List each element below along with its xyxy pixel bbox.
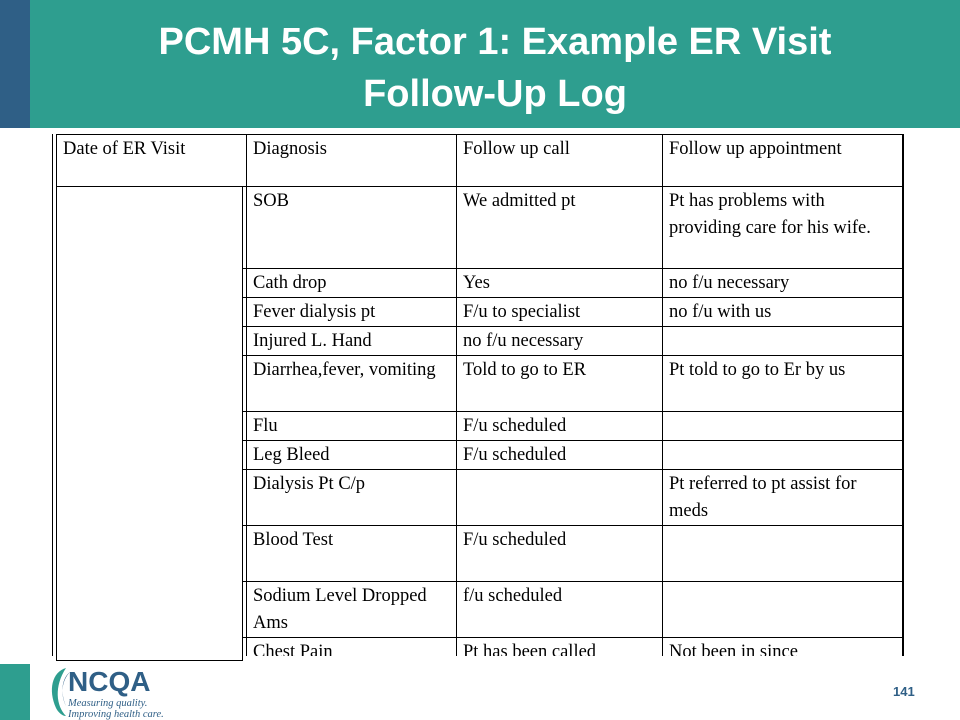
follow-up-call-cell xyxy=(457,470,663,526)
follow-up-call-cell: F/u scheduled xyxy=(457,412,663,441)
diagnosis-cell: Injured L. Hand xyxy=(247,327,457,356)
diagnosis-cell: Blood Test xyxy=(247,526,457,582)
footer-accent-stripe xyxy=(0,664,30,720)
header-follow-up-appointment: Follow up appointment xyxy=(663,135,903,187)
follow-up-call-cell: F/u scheduled xyxy=(457,441,663,470)
follow-up-call-cell: We admitted pt xyxy=(457,187,663,269)
follow-up-appointment-cell xyxy=(663,412,903,441)
diagnosis-cell: Leg Bleed xyxy=(247,441,457,470)
follow-up-call-cell: Told to go to ER xyxy=(457,356,663,412)
ncqa-logo xyxy=(44,662,194,718)
follow-up-call-cell: f/u scheduled xyxy=(457,582,663,638)
table-header-row xyxy=(57,135,903,187)
diagnosis-cell: SOB xyxy=(247,187,457,269)
follow-up-appointment-cell: Pt referred to pt assist for meds xyxy=(663,470,903,526)
diagnosis-cell: Sodium Level Dropped Ams xyxy=(247,582,457,638)
diagnosis-cell: Chest Pain xyxy=(247,638,457,657)
slide-title-line-2: Follow-Up Log xyxy=(363,73,627,115)
follow-up-call-cell: F/u to specialist xyxy=(457,298,663,327)
logo-wordmark: NCQA xyxy=(68,666,151,697)
logo-tagline-line-2: Improving health care. xyxy=(68,709,164,720)
logo-tagline-line-1: Measuring quality. xyxy=(68,698,148,709)
follow-up-appointment-cell: Pt told to go to Er by us xyxy=(663,356,903,412)
diagnosis-cell: Flu xyxy=(247,412,457,441)
follow-up-appointment-cell xyxy=(663,526,903,582)
follow-up-call-cell: Yes xyxy=(457,269,663,298)
follow-up-appointment-cell: Not been in since xyxy=(663,638,903,657)
diagnosis-cell: Cath drop xyxy=(247,269,457,298)
follow-up-appointment-cell xyxy=(663,327,903,356)
follow-up-call-cell: no f/u necessary xyxy=(457,327,663,356)
slide-title xyxy=(30,16,960,120)
title-bar xyxy=(0,0,960,128)
follow-up-call-cell: Pt has been called xyxy=(457,638,663,657)
header-date-of-er-visit: Date of ER Visit xyxy=(57,135,247,187)
diagnosis-cell: Diarrhea,fever, vomiting xyxy=(247,356,457,412)
header-follow-up-call: Follow up call xyxy=(457,135,663,187)
follow-up-appointment-cell: no f/u necessary xyxy=(663,269,903,298)
follow-up-appointment-cell xyxy=(663,582,903,638)
redacted-dates-box xyxy=(56,186,243,661)
header-diagnosis: Diagnosis xyxy=(247,135,457,187)
title-accent-stripe xyxy=(0,0,30,128)
follow-up-appointment-cell: no f/u with us xyxy=(663,298,903,327)
slide-title-line-1: PCMH 5C, Factor 1: Example ER Visit xyxy=(158,21,832,63)
follow-up-appointment-cell xyxy=(663,441,903,470)
follow-up-appointment-cell: Pt has problems with providing care for his wife. xyxy=(663,187,903,269)
follow-up-call-cell: F/u scheduled xyxy=(457,526,663,582)
logo-tagline xyxy=(68,698,164,720)
diagnosis-cell: Fever dialysis pt xyxy=(247,298,457,327)
diagnosis-cell: Dialysis Pt C/p xyxy=(247,470,457,526)
page-number: 141 xyxy=(893,684,915,699)
